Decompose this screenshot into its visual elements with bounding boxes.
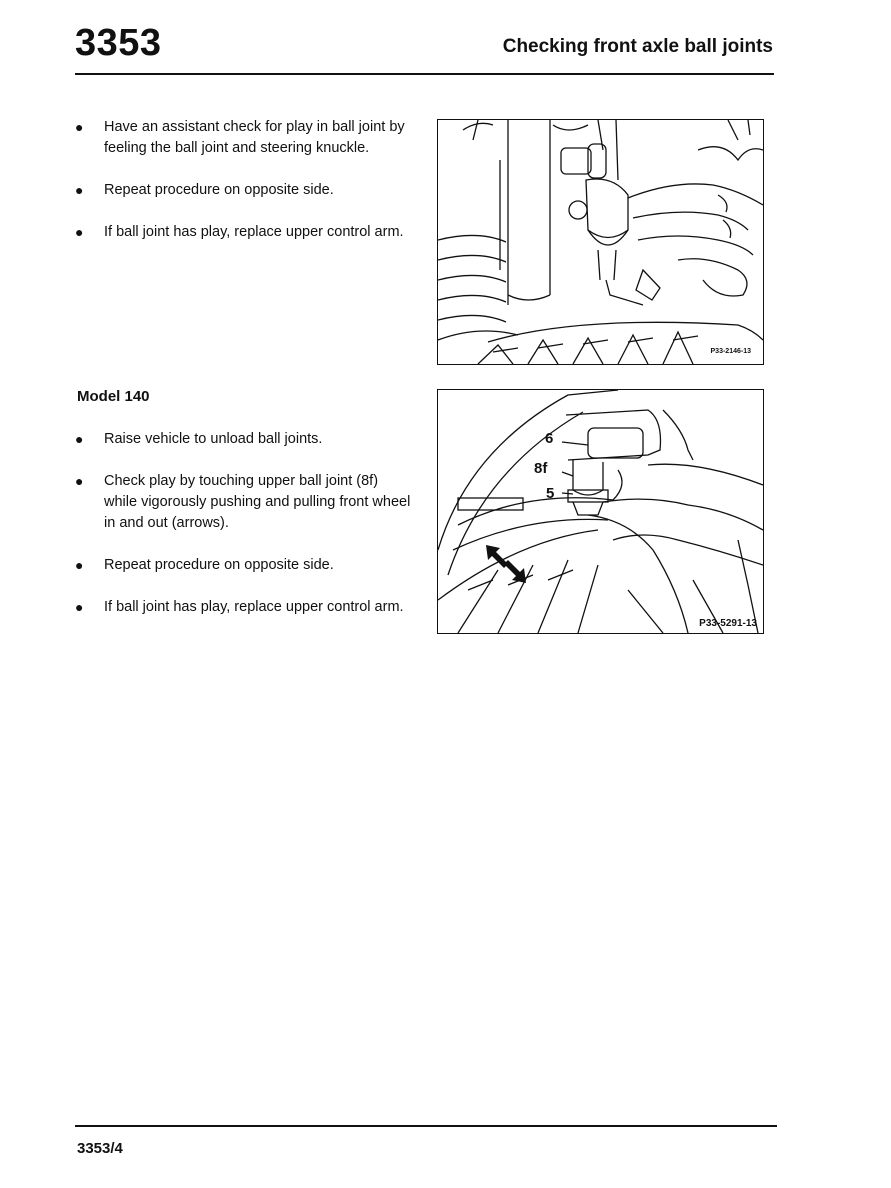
callout-8f: 8f bbox=[534, 460, 548, 477]
list-item bbox=[75, 429, 415, 450]
bullet-icon: ● bbox=[75, 182, 84, 198]
bullet-icon: ● bbox=[75, 119, 84, 135]
bullet-icon: ● bbox=[75, 431, 84, 447]
section-number: 3353 bbox=[75, 22, 162, 64]
instruction-list-2 bbox=[75, 429, 415, 639]
list-item-text: Repeat procedure on opposite side. bbox=[104, 557, 334, 573]
list-item bbox=[75, 180, 415, 201]
list-item-text: If ball joint has play, replace upper control arm. bbox=[104, 599, 404, 615]
page-title: Checking front axle ball joints bbox=[502, 36, 773, 57]
page-code: 3353/4 bbox=[77, 1140, 123, 1157]
header-rule bbox=[75, 73, 774, 75]
footer-rule bbox=[75, 1125, 777, 1127]
list-item-text: If ball joint has play, replace upper control arm. bbox=[104, 224, 404, 240]
bullet-icon: ● bbox=[75, 473, 84, 489]
list-item-text: Have an assistant check for play in ball joint by feeling the ball joint and steering knuckle. bbox=[104, 119, 405, 156]
list-item bbox=[75, 117, 415, 159]
list-item bbox=[75, 555, 415, 576]
wheel-play-illustration bbox=[438, 390, 763, 633]
instruction-list-1 bbox=[75, 117, 415, 264]
figure-model-140-check bbox=[437, 389, 764, 634]
list-item bbox=[75, 471, 415, 534]
list-item bbox=[75, 222, 415, 243]
bullet-icon: ● bbox=[75, 224, 84, 240]
ball-joint-illustration bbox=[438, 120, 763, 364]
figure-ball-joint-check bbox=[437, 119, 764, 365]
bullet-icon: ● bbox=[75, 599, 84, 615]
figure-reference: P33-2146-13 bbox=[710, 348, 751, 355]
callout-6: 6 bbox=[545, 430, 554, 447]
list-item-text: Repeat procedure on opposite side. bbox=[104, 182, 334, 198]
list-item-text: Check play by touching upper ball joint (8f) while vigorously pushing and pulling front wheel in and out (arrows). bbox=[104, 473, 411, 531]
list-item bbox=[75, 597, 415, 618]
bullet-icon: ● bbox=[75, 557, 84, 573]
callout-5: 5 bbox=[546, 485, 555, 502]
model-heading: Model 140 bbox=[77, 388, 150, 405]
list-item-text: Raise vehicle to unload ball joints. bbox=[104, 431, 323, 447]
figure-reference: P33-5291-13 bbox=[699, 618, 757, 629]
